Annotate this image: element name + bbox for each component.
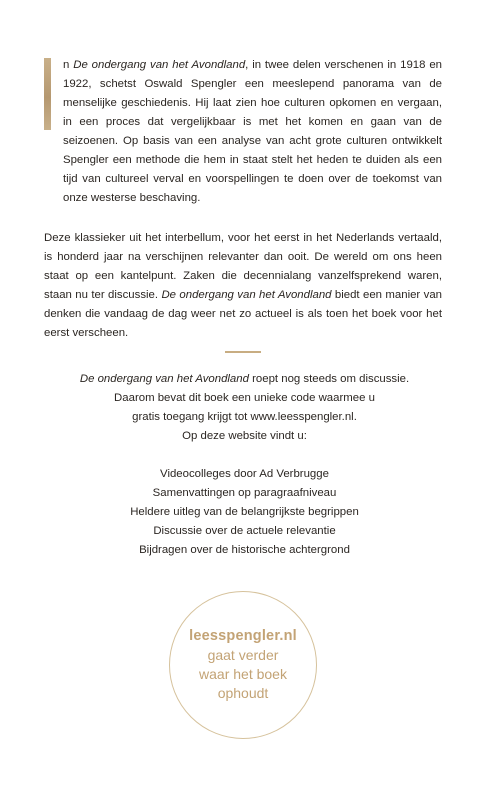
center-line-3: gratis toegang krijgt tot www.leesspengler.nl. bbox=[132, 411, 357, 423]
website-info-block bbox=[20, 370, 469, 560]
para2-text-after-title: biedt een manier van denken die vandaag de dag weer net zo actueel is als toen het boek voor het eerst verscheen. bbox=[44, 289, 442, 339]
intro-lead-text: n bbox=[63, 59, 74, 71]
badge-url: leesspengler.nl bbox=[189, 628, 297, 644]
second-paragraph bbox=[44, 229, 442, 343]
intro-book-title: De ondergang van het Avondland bbox=[73, 59, 246, 71]
intro-paragraph bbox=[44, 56, 442, 208]
feature-item: Discussie over de actuele relevantie bbox=[153, 525, 336, 537]
feature-item: Bijdragen over de historische achtergrond bbox=[139, 544, 350, 556]
center-line-1-rest: roept nog steeds om discussie. bbox=[248, 373, 410, 385]
website-badge-circle bbox=[169, 591, 317, 739]
section-divider bbox=[225, 351, 261, 353]
feature-item: Videocolleges door Ad Verbrugge bbox=[160, 468, 329, 480]
center-book-title: De ondergang van het Avondland bbox=[79, 373, 249, 385]
badge-line-2: gaat verder bbox=[207, 647, 279, 663]
feature-item: Heldere uitleg van de belangrijkste begrippen bbox=[130, 506, 359, 518]
badge-line-4: ophoudt bbox=[217, 685, 269, 701]
center-line-4: Op deze website vindt u: bbox=[182, 430, 307, 442]
para2-text-before-title: Deze klassieker uit het interbellum, voor het eerst in het Nederlands vertaald, is honderd jaar na verschijnen relevanter dan ooit. De wereld om ons heen staat op een kantelpunt. Zaken die decennialang vanzelfsprekend waren, staan nu ter discussie. bbox=[44, 232, 442, 301]
badge-line-3: waar het boek bbox=[199, 666, 287, 682]
center-line-1 bbox=[20, 370, 469, 389]
para2-book-title: De ondergang van het Avondland bbox=[161, 289, 332, 301]
intro-body-text: , in twee delen verschenen in 1918 en 1922, schetst Oswald Spengler een meeslepend panorama van de menselijke geschiedenis. Hij laat zien hoe culturen opkomen en vergaan, in een proces dat vergelijkbaar is met het komen en gaan van de seizoenen. Op basis van een analyse van acht grote culturen ontwikkelt Spengler een methode die hem in staat stelt het heden te duiden als een tijd van cultureel verval en voorspellingen te doen over de toekomst van onze westerse beschaving. bbox=[63, 59, 442, 204]
center-line-2: Daarom bevat dit boek een unieke code waarmee u bbox=[114, 392, 375, 404]
spacer bbox=[20, 446, 469, 465]
feature-item: Samenvattingen op paragraafniveau bbox=[152, 487, 337, 499]
